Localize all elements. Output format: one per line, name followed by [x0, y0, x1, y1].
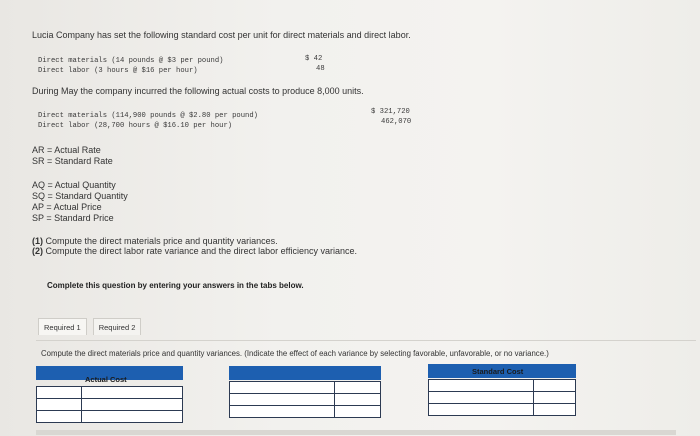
grid-cell[interactable]	[534, 404, 576, 416]
actual-cost-header: Actual Cost	[85, 375, 127, 384]
grid-cell[interactable]	[37, 387, 82, 399]
definition-sr: SR = Standard Rate	[32, 156, 113, 166]
instruction-text: Compute the direct materials price and quantity variances. (Indicate the effect of each variance by selecting favorable, unfavorable, or no variance.)	[41, 349, 549, 358]
middle-grid	[229, 381, 381, 418]
grid-cell[interactable]	[429, 392, 534, 404]
grid-cell[interactable]	[82, 411, 183, 423]
grid-cell[interactable]	[429, 404, 534, 416]
actual-labor-label: Direct labor (28,700 hours @ $16.10 per hour)	[38, 122, 233, 130]
grid-cell[interactable]	[335, 406, 381, 418]
actual-materials-amount: $ 321,720	[371, 108, 410, 116]
intro-text: Lucia Company has set the following standard cost per unit for direct materials and direct labor.	[32, 30, 411, 40]
actual-intro-text: During May the company incurred the following actual costs to produce 8,000 units.	[32, 86, 364, 96]
definition-sq: SQ = Standard Quantity	[32, 191, 128, 201]
standard-cost-header: Standard Cost	[472, 367, 524, 376]
actual-cost-grid	[36, 386, 183, 423]
standard-labor-amount: 48	[316, 65, 325, 73]
grid-cell[interactable]	[429, 380, 534, 392]
grid-cell[interactable]	[335, 382, 381, 394]
grid-cell[interactable]	[82, 399, 183, 411]
standard-materials-amount: $ 42	[305, 55, 323, 63]
definition-ar: AR = Actual Rate	[32, 145, 101, 155]
task-2-text: Compute the direct labor rate variance and the direct labor efficiency variance.	[45, 246, 358, 256]
task-1-number: (1)	[32, 236, 43, 246]
standard-materials-label: Direct materials (14 pounds @ $3 per pound)	[38, 57, 224, 65]
definition-ap: AP = Actual Price	[32, 202, 102, 212]
actual-materials-label: Direct materials (114,900 pounds @ $2.80 per pound)	[38, 112, 258, 120]
grid-cell[interactable]	[335, 394, 381, 406]
actual-labor-amount: 462,070	[381, 118, 412, 126]
definition-aq: AQ = Actual Quantity	[32, 180, 116, 190]
task-1	[32, 236, 278, 246]
definition-sp: SP = Standard Price	[32, 213, 114, 223]
task-2-number: (2)	[32, 246, 43, 256]
grid-cell[interactable]	[230, 406, 335, 418]
standard-cost-grid	[428, 379, 576, 416]
grid-cell[interactable]	[37, 411, 82, 423]
tab-required-1[interactable]: Required 1	[38, 318, 87, 335]
middle-header-bar	[229, 366, 381, 380]
task-2	[32, 246, 357, 256]
standard-labor-label: Direct labor (3 hours @ $16 per hour)	[38, 67, 198, 75]
grid-cell[interactable]	[534, 380, 576, 392]
tab-required-2[interactable]: Required 2	[93, 318, 142, 335]
grid-cell[interactable]	[230, 382, 335, 394]
grid-cell[interactable]	[37, 399, 82, 411]
grid-cell[interactable]	[230, 394, 335, 406]
tab-panel-divider	[36, 340, 696, 341]
grid-cell[interactable]	[534, 392, 576, 404]
answer-tabs	[38, 318, 141, 335]
horizontal-scrollbar[interactable]	[36, 430, 676, 435]
complete-note: Complete this question by entering your answers in the tabs below.	[47, 281, 304, 290]
grid-cell[interactable]	[82, 387, 183, 399]
task-1-text: Compute the direct materials price and quantity variances.	[45, 236, 278, 246]
